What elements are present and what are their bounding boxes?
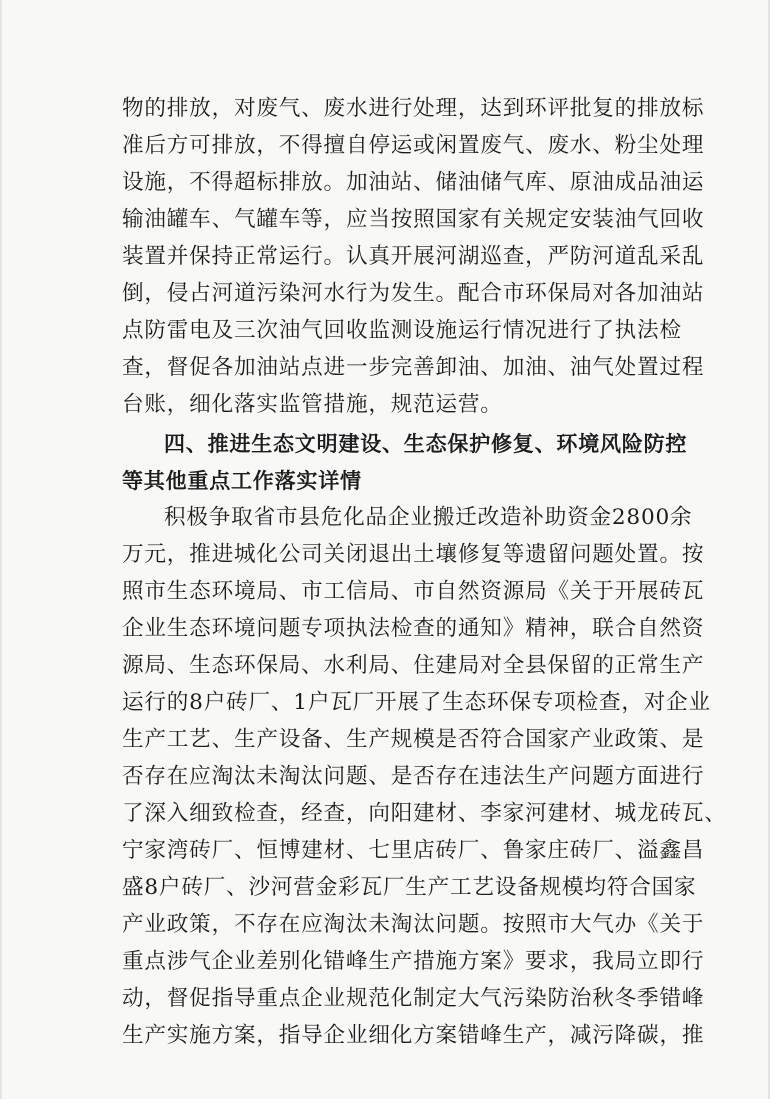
text-line: 照市生态环境局、市工信局、市自然资源局《关于开展砖瓦: [122, 579, 705, 604]
text-line: 否存在应淘汰未淘汰问题、是否存在违法生产问题方面进行: [122, 764, 705, 789]
text-line: 万元，推进城化公司关闭退出土壤修复等遗留问题处置。按: [122, 542, 705, 567]
text-line: 装置并保持正常运行。认真开展河湖巡查，严防河道乱采乱: [122, 244, 705, 269]
text-line: 源局、生态环保局、水利局、住建局对全县保留的正常生产: [122, 653, 705, 678]
text-line: 生产实施方案，指导企业细化方案错峰生产，减污降碳，推: [122, 1023, 705, 1048]
text-line: 倒，侵占河道污染河水行为发生。配合市环保局对各加油站: [122, 281, 705, 306]
text-line: 准后方可排放，不得擅自停运或闲置废气、废水、粉尘处理: [122, 133, 705, 158]
text-line: 产业政策，不存在应淘汰未淘汰问题。按照市大气办《关于: [122, 912, 705, 937]
scan-edge: [0, 0, 2, 1099]
text-line: 宁家湾砖厂、恒博建材、七里店砖厂、鲁家庄砖厂、溢鑫昌: [122, 838, 705, 863]
section-heading: 等其他重点工作落实详情: [122, 469, 362, 493]
text-line: 重点涉气企业差别化错峰生产措施方案》要求，我局立即行: [122, 949, 705, 974]
paragraph-start: 积极争取省市县危化品企业搬迁改造补助资金2800余: [164, 505, 693, 530]
section-heading: 四、推进生态文明建设、生态保护修复、环境风险防控: [164, 432, 688, 456]
text-line: 生产工艺、生产设备、生产规模是否符合国家产业政策、是: [122, 727, 705, 752]
text-line: 查，督促各加油站点进一步完善卸油、加油、油气处置过程: [122, 355, 705, 380]
text-line: 点防雷电及三次油气回收监测设施运行情况进行了执法检: [122, 318, 682, 343]
text-line: 运行的8户砖厂、1户瓦厂开展了生态环保专项检查，对企业: [122, 690, 711, 715]
text-line: 物的排放，对废气、废水进行处理，达到环评批复的排放标: [122, 96, 705, 121]
text-line: 设施，不得超标排放。加油站、储油储气库、原油成品油运: [122, 170, 705, 195]
text-line: 台账，细化落实监管措施，规范运营。: [122, 392, 503, 417]
text-line: 企业生态环境问题专项执法检查的通知》精神，联合自然资: [122, 616, 705, 641]
text-line: 盛8户砖厂、沙河营金彩瓦厂生产工艺设备规模均符合国家: [122, 875, 697, 900]
text-line: 输油罐车、气罐车等，应当按照国家有关规定安装油气回收: [122, 207, 705, 232]
text-line: 了深入细致检查，经查，向阳建材、李家河建材、城龙砖瓦、: [122, 801, 727, 826]
text-line: 动，督促指导重点企业规范化制定大气污染防治秋冬季错峰: [122, 986, 705, 1011]
